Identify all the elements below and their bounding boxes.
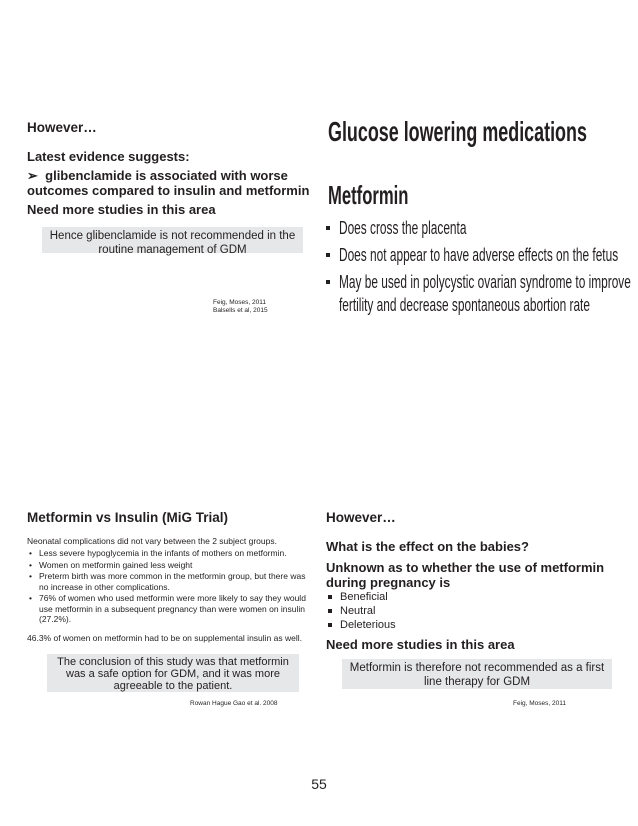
list-item: • 76% of women who used metformin were more likely to say they would use metformin in a subsequent pregnancy than were women on insulin (27.2%). [27, 593, 312, 625]
slide1-need-more: Need more studies in this area [27, 202, 216, 217]
page-number: 55 [311, 776, 327, 792]
slide4-recommendation-box: Metformin is therefore not recommended as a first line therapy for GDM [342, 659, 612, 689]
slide3-citation: Rowan Hague Gao et al. 2008 [190, 700, 278, 707]
slide4-question: What is the effect on the babies? [326, 539, 529, 554]
slide3-conclusion-box: The conclusion of this study was that metformin was a safe option for GDM, and it was more agreeable to the patient. [47, 654, 299, 692]
list-item: • Women on metformin gained less weight [27, 560, 312, 571]
slide4-unknown: Unknown as to whether the use of metformin during pregnancy is [326, 560, 605, 590]
list-item: Deleterious [326, 618, 396, 632]
slide3-heading: Metformin vs Insulin (MiG Trial) [27, 510, 229, 525]
slide1-evidence-label: Latest evidence suggests: [27, 149, 190, 164]
slide1-evidence-item [27, 168, 327, 198]
slide3-bullet-list [27, 548, 312, 625]
slide4-heading: However… [326, 510, 396, 525]
slide4-options-list [326, 590, 396, 632]
slide2-bullet-3-continuation: fertility and decrease spontaneous abortion rate [339, 295, 590, 315]
slide2-bullet-3-text: May be used in polycystic ovarian syndrome to improve [339, 272, 631, 292]
slide4-citation: Feig, Moses, 2011 [513, 700, 566, 707]
slide2-title: Glucose lowering medications [328, 116, 587, 147]
list-item: • Less severe hypoglycemia in the infants of mothers on metformin. [27, 548, 312, 559]
slide2-subtitle: Metformin [328, 180, 409, 210]
slide1-recommendation-box: Hence glibenclamide is not recommended in the routine management of GDM [42, 227, 303, 253]
arrow-bullet-icon: ➢ [27, 168, 38, 183]
slide2-bullet-1-text: Does cross the placenta [339, 218, 467, 238]
slide1-citation-2: Balsells et al, 2015 [213, 307, 268, 314]
square-bullet-icon [326, 280, 330, 284]
slide4-need-more: Need more studies in this area [326, 637, 515, 652]
list-item: Neutral [326, 604, 396, 618]
slide1-heading: However… [27, 120, 97, 135]
slide3-intro: Neonatal complications did not vary between the 2 subject groups. [27, 536, 277, 546]
square-bullet-icon [326, 253, 330, 257]
slide2-bullet-2-text: Does not appear to have adverse effects on the fetus [339, 245, 619, 265]
list-item: • Preterm birth was more common in the metformin group, but there was no increase in other complications. [27, 571, 312, 592]
slide1-citation-1: Feig, Moses, 2011 [213, 299, 266, 306]
slide1-evidence-text: glibenclamide is associated with worse outcomes compared to insulin and metformin [27, 168, 310, 198]
square-bullet-icon [326, 226, 330, 230]
slide3-supplemental: 46.3% of women on metformin had to be on supplemental insulin as well. [27, 633, 302, 643]
list-item: Beneficial [326, 590, 396, 604]
